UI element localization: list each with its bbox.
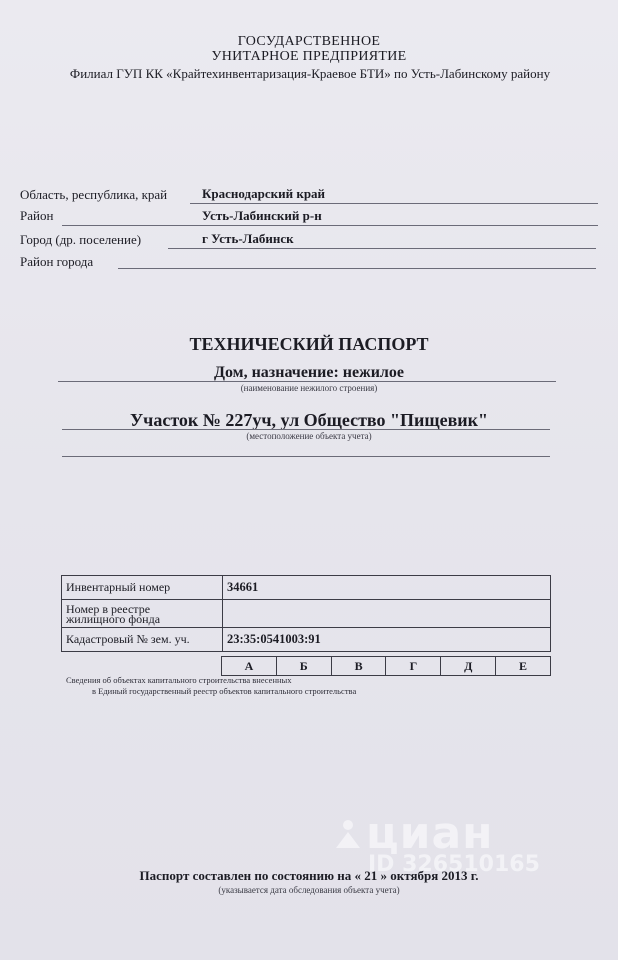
watermark-id: ID 326510165 (368, 852, 540, 877)
letter-cell: Б (277, 657, 332, 675)
inventory-label: Инвентарный номер (62, 576, 223, 600)
district-value: Усть-Лабинский р-н (202, 208, 322, 223)
district-underline (62, 225, 598, 226)
header-line-1: ГОСУДАРСТВЕННОЕ (237, 34, 381, 49)
object-location-underline (62, 429, 550, 430)
letter-cell: А (222, 657, 277, 675)
watermark-logo: циан (366, 808, 494, 859)
object-name: Дом, назначение: нежилое (213, 364, 405, 381)
object-location-underline-2 (62, 456, 550, 457)
cian-logo-icon (334, 818, 362, 850)
housing-label (62, 600, 223, 628)
district-label: Район (20, 208, 54, 223)
table-row (62, 600, 551, 628)
registry-note-line-2: в Единый государственный реестр объектов капитального строительства (92, 686, 357, 696)
passport-date: Паспорт составлен по состоянию на « 21 » октября 2013 г. (139, 868, 479, 883)
header-line-2: УНИТАРНОЕ ПРЕДПРИЯТИЕ (211, 49, 407, 64)
letter-cell: Д (441, 657, 496, 675)
housing-value (223, 600, 551, 628)
cadastral-value: 23:35:0541003:91 (223, 628, 551, 652)
housing-label-line-1: Номер в реестре (66, 601, 151, 616)
passport-date-caption: (указывается дата обследования объекта учета) (218, 885, 400, 895)
registry-table (61, 575, 551, 652)
cadastral-label: Кадастровый № зем. уч. (62, 628, 223, 652)
city-underline (168, 248, 596, 249)
inventory-value: 34661 (223, 576, 551, 600)
region-value: Краснодарский край (202, 186, 326, 201)
letter-cell: В (332, 657, 387, 675)
object-location: Участок № 227уч, ул Общество "Пищевик" (129, 410, 489, 430)
object-location-caption: (местоположение объекта учета) (246, 431, 372, 441)
city-value: г Усть-Лабинск (202, 231, 294, 246)
letters-row (221, 656, 551, 676)
document-title: ТЕХНИЧЕСКИЙ ПАСПОРТ (189, 334, 429, 354)
letter-cell: Г (386, 657, 441, 675)
header-line-3: Филиал ГУП КК «Крайтехинвентаризация-Краевое БТИ» по Усть-Лабинскому району (69, 66, 551, 81)
object-name-underline (58, 381, 556, 382)
region-underline (190, 203, 598, 204)
city-district-underline (118, 268, 596, 269)
city-label: Город (др. поселение) (20, 232, 142, 247)
registry-note-line-1: Сведения об объектах капитального строительства внесенных (66, 675, 292, 685)
letter-cell: Е (519, 659, 528, 673)
table-row (62, 628, 551, 652)
city-district-label: Район города (20, 254, 94, 269)
object-name-caption: (наименование нежилого строения) (240, 383, 378, 393)
table-row (62, 576, 551, 600)
region-label: Область, республика, край (20, 187, 168, 202)
watermark (340, 808, 540, 877)
housing-label-line-2: жилищного фонда (66, 611, 161, 626)
